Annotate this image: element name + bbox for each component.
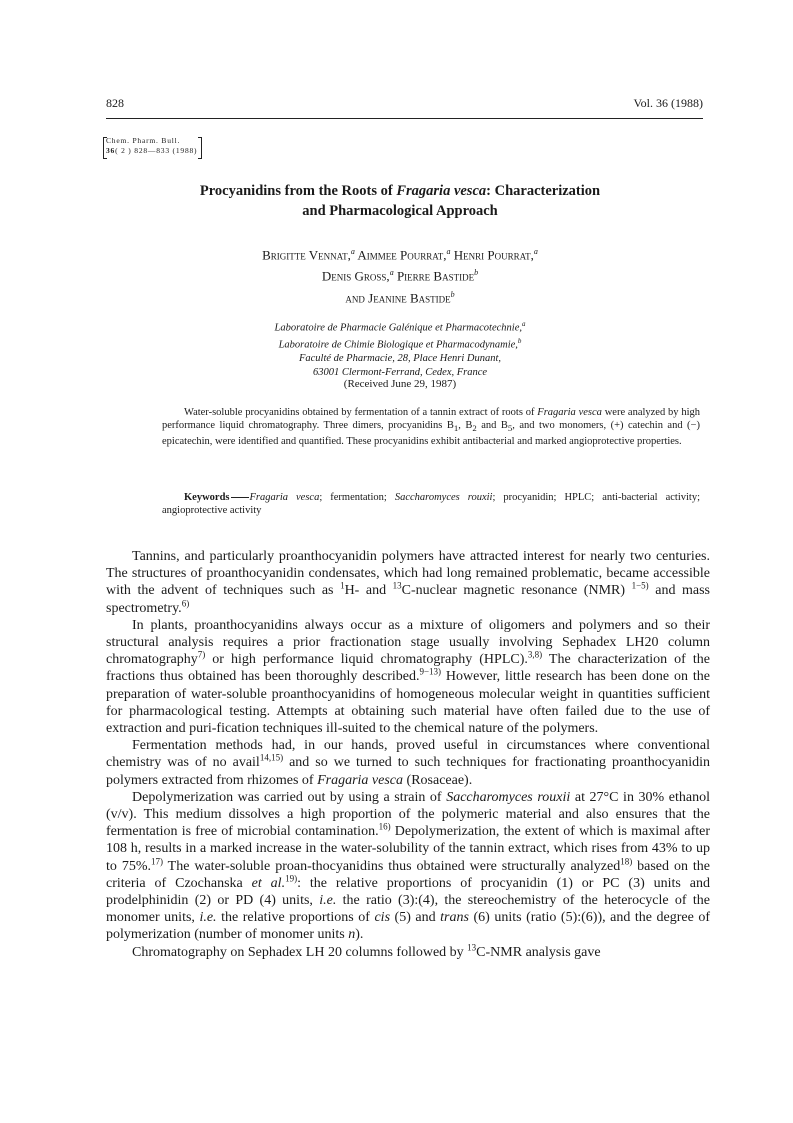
title-line2: and Pharmacological Approach [302, 203, 498, 219]
title-part1: Procyanidins from the Roots of [199, 183, 397, 199]
affiliation-line [150, 318, 650, 335]
affiliation-line [150, 335, 650, 352]
reference-mark: 19) [285, 873, 298, 884]
text-run: based on the criteria of Czochanska [106, 858, 710, 891]
text-run: Chromatography on Sephadex LH 20 columns followed by [132, 944, 468, 960]
text-run: Fermentation methods had, in our hands, proved useful in circumstances where conventional chemistry was of no avail [106, 738, 710, 771]
italic-text: cis [374, 910, 391, 926]
species-name: Saccharomyces rouxii [394, 492, 493, 503]
author-list [150, 243, 650, 307]
paragraph [106, 789, 710, 944]
paragraph [106, 548, 710, 617]
author: Denis Gross, [321, 268, 390, 284]
text-run: The water-soluble proan-thocyanidins thus obtained were structurally analyzed [162, 858, 621, 874]
title-species: Fragaria vesca [396, 183, 487, 199]
affiliation-mark: b [450, 289, 455, 299]
reference-mark: 6) [181, 597, 190, 608]
subscript: 5 [507, 423, 513, 434]
species-name: Fragaria vesca [317, 772, 404, 788]
text-run: (5) and [390, 910, 441, 926]
affiliation-mark: a [533, 247, 538, 256]
species-name: Saccharomyces rouxii [446, 789, 571, 805]
affiliation-text: Laboratoire de Chimie Biologique et Pharmacodynamie, [278, 339, 518, 351]
species-name: Fragaria vesca [537, 407, 602, 418]
journal-reference [106, 136, 197, 156]
italic-text: i.e. [319, 893, 337, 909]
italic-text: n [348, 927, 356, 943]
volume-label: Vol. 36 (1988) [633, 96, 703, 110]
journal-pages: ( 2 ) 828—833 (1988) [115, 146, 198, 155]
keywords-text: ; procyanidin; HPLC; anti-bacterial activity; angioprotective activity [162, 492, 701, 516]
text-run: : the relative proportions of procyanidin (1) or PC (3) units and prodelphinidin (2) or PD (4) units, [106, 875, 710, 909]
superscript: 13 [467, 942, 477, 953]
reference-mark: 18) [620, 856, 633, 866]
reference-mark: 1−5) [631, 580, 649, 591]
paragraph [106, 737, 710, 789]
received-date: (Received June 29, 1987) [343, 378, 457, 390]
header-rule [106, 118, 703, 119]
affiliation-mark: b [474, 268, 479, 278]
author: Pierre Bastide [396, 268, 475, 284]
affiliation-mark: a [446, 247, 451, 256]
right-bracket [198, 137, 202, 159]
affiliation-line: Faculté de Pharmacie, 28, Place Henri Dunant, [298, 353, 502, 364]
running-header [106, 96, 703, 112]
author: Jeanine Bastide [368, 289, 451, 305]
italic-text: trans [440, 910, 469, 926]
paper-title [150, 181, 650, 221]
text-run: Tannins, and particularly proanthocyanidin polymers have attracted interest for nearly two centuries. The structures of proanthocyanidin condensates, which had long remained problematic, became accessible with the advent of techniques such as [106, 549, 710, 599]
journal-name: Chem. Pharm. Bull. [106, 136, 181, 145]
left-bracket [103, 137, 107, 159]
abstract-text: and B [476, 420, 508, 431]
author: Henri Pourrat, [453, 247, 534, 263]
affiliation-mark: a [350, 247, 355, 256]
reference-mark: 17) [150, 856, 163, 866]
author-conjunction: and [345, 289, 369, 305]
body-text [106, 548, 710, 961]
affiliation-line: 63001 Clermont-Ferrand, Cedex, France [312, 366, 488, 378]
abstract-text: Water-soluble procyanidins obtained by fermentation of a tannin extract of roots of [184, 407, 538, 418]
text-run: at 27°C in 30% ethanol (v/v). This medium dissolves a high proportion of the polymeric material and also ensures that the fermentation is free of microbial contamination. [106, 789, 710, 840]
text-run: Depolymerization, the extent of which is maximal after 108 h, results in a marked increase in the water-solubility of the tannin extract, which rises from 43% to up to 75%. [106, 824, 710, 874]
text-run: ). [355, 927, 364, 943]
title-part2: : Characterization [486, 183, 601, 199]
reference-mark: 14,15) [259, 752, 284, 763]
text-run: Depolymerization was carried out by using a strain of [132, 789, 447, 805]
text-run: the relative proportions of [216, 910, 375, 926]
em-dash [231, 497, 249, 498]
reference-mark: 7) [197, 649, 206, 660]
superscript: 13 [392, 580, 402, 591]
text-run: and mass spectrometry. [106, 583, 710, 616]
subscript: 2 [472, 423, 477, 434]
reference-mark: 16) [378, 821, 391, 832]
text-run: and so we turned to such techniques for fractionating proanthocyanidin polymers extracted from rhizomes of [106, 755, 710, 788]
affiliation-mark: b [517, 337, 522, 345]
superscript: 1 [340, 580, 345, 591]
text-run: In plants, proanthocyanidins always occur as a mixture of oligomers and polymers and so their structural analysis requires a prior fractionation stage usually involving Sephadex LH20 column chromatography [106, 617, 710, 668]
keywords [162, 491, 700, 517]
italic-text: et al. [251, 875, 286, 891]
text-run: or high performance liquid chromatography (HPLC). [205, 652, 528, 668]
species-name: Fragaria vesca [249, 492, 320, 503]
page-number: 828 [106, 96, 124, 110]
abstract [162, 406, 700, 448]
keywords-text: ; fermentation; [319, 492, 395, 503]
affiliations [150, 318, 650, 379]
abstract-text: , B [458, 420, 473, 431]
text-run: (6) units (ratio (5):(6)), and the degree of polymerization (number of monomer units [106, 910, 711, 943]
text-run: However, little research has been done on the preparation of water-soluble proanthocyanidins of homogeneous molecular weight in quantities sufficient for pharmacological testing. Attempts at obtaining such material have often failed due to the use of extraction and puri-fication techniques ill-suited to the chemical nature of the polymers. [106, 669, 711, 737]
affiliation-text: Laboratoire de Pharmacie Galénique et Pharmacotechnie, [274, 322, 522, 334]
journal-volume: 36 [106, 146, 116, 155]
abstract-text: , and two monomers, (+) catechin and (−) epicatechin, were identified and quantified. These procyanidins exhibit antibacterial and marked angioprotective properties. [162, 420, 700, 448]
text-run: C-nuclear magnetic resonance (NMR) [401, 583, 632, 599]
subscript: 1 [453, 423, 459, 434]
affiliation-mark: a [521, 320, 526, 328]
text-run: (Rosaceae). [403, 772, 473, 788]
reference-mark: 9−13) [419, 666, 442, 677]
abstract-text: were analyzed by high performance liquid chromatography. Three dimers, procyanidins B [162, 407, 700, 431]
text-run: The characterization of the fractions thus obtained has been thoroughly described. [106, 652, 710, 685]
author: Brigitte Vennat, [262, 247, 351, 263]
journal-issue [106, 146, 197, 156]
paragraph [106, 617, 710, 737]
italic-text: i.e. [199, 910, 217, 926]
paragraph [106, 944, 710, 961]
reference-mark: 3,8) [527, 649, 543, 660]
text-run: H- and [344, 583, 393, 599]
keywords-label: Keywords [184, 492, 230, 503]
affiliation-mark: a [389, 268, 394, 278]
text-run: the ratio (3):(4), the stereochemistry of the heterocycle of the monomer units, [106, 893, 711, 926]
text-run: C-NMR analysis gave [476, 944, 601, 960]
author: Aimmee Pourrat, [357, 247, 447, 263]
